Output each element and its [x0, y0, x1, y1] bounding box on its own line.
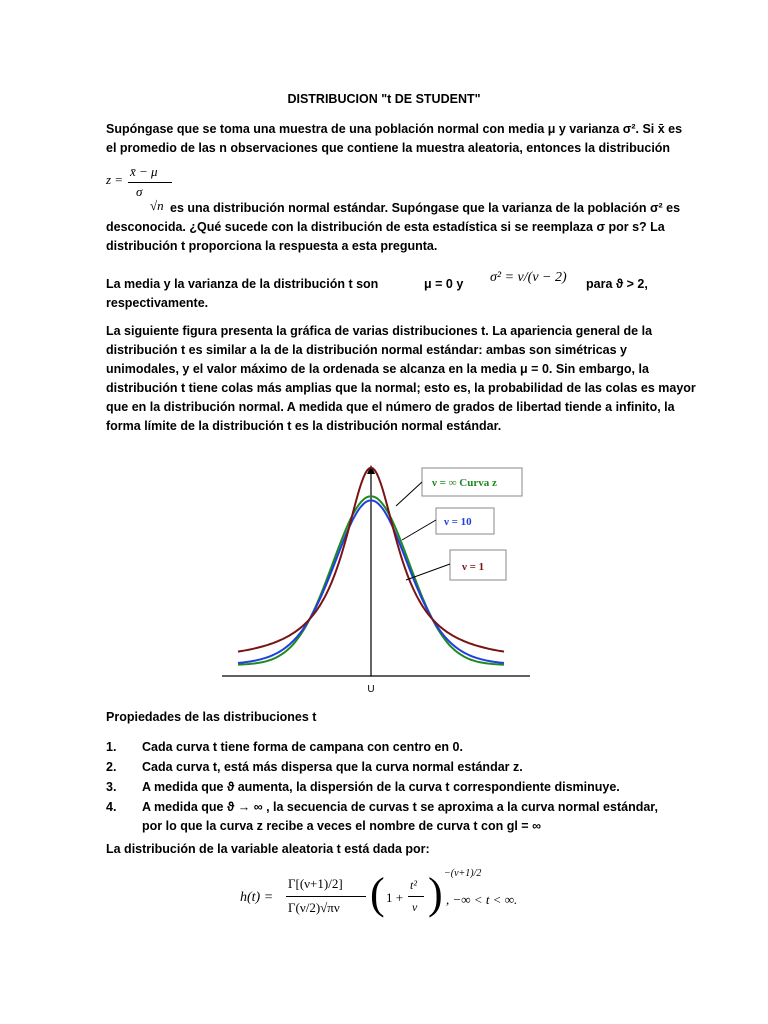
property-number: 1. [106, 740, 117, 754]
property-text: Cada curva t tiene forma de campana con centro en 0. [142, 740, 463, 754]
intro-line-5: distribución t proporciona la respuesta a esta pregunta. [106, 239, 438, 253]
x-axis-label: U [367, 684, 375, 695]
property-number: 2. [106, 760, 117, 774]
property-item [106, 798, 666, 836]
properties-list [106, 738, 666, 837]
property-item [106, 778, 666, 797]
mean-var-line-2: respectivamente. [106, 296, 209, 310]
distribution-title: La distribución de la variable aleatoria t está dada por: [106, 842, 430, 856]
density-range: , −∞ < t < ∞. [446, 892, 518, 907]
density-inner-bar [408, 896, 424, 897]
intro-line-3: es una distribución normal estándar. Supóngase que la varianza de la población σ² es [170, 201, 681, 215]
density-exponent: −(ν+1)/2 [444, 868, 482, 879]
property-text: A medida que ϑ aumenta, la dispersión de la curva t correspondiente disminuye. [142, 780, 620, 794]
density-bar [286, 896, 366, 897]
left-paren: ( [370, 869, 385, 918]
t-distribution-chart [200, 460, 540, 700]
density-numerator: Γ[(ν+1)/2] [288, 876, 343, 891]
property-item [106, 758, 666, 777]
z-formula-bar [128, 182, 172, 183]
properties-title: Propiedades de las distribuciones t [106, 710, 317, 724]
legend-label-ten: ν = 10 [444, 516, 472, 528]
figure-para-line-2: distribución t es similar a la de la distribución normal estándar: ambas son simétricas y [106, 343, 628, 357]
z-formula-sigma: σ [136, 184, 143, 199]
figure-para-line-1: La siguiente figura presenta la gráfica de varias distribuciones t. La apariencia general de la [106, 324, 653, 338]
property-number: 3. [106, 780, 117, 794]
pointer-inf [396, 482, 422, 506]
right-paren: ) [428, 869, 443, 918]
z-formula [106, 158, 176, 216]
mean-var-mu: μ = 0 y [424, 277, 464, 291]
document-title: DISTRIBUCION "t DE STUDENT" [287, 92, 481, 106]
mean-var-text: La media y la varianza de la distribución t son [106, 277, 379, 291]
figure-para-line-6: forma límite de la distribución t es la distribución normal estándar. [106, 419, 502, 433]
density-formula [240, 868, 540, 934]
property-number: 4. [106, 800, 117, 814]
variance-formula: σ² = ν/(ν − 2) [490, 270, 567, 285]
z-formula-root: √n [150, 198, 164, 213]
z-formula-lhs: z = [106, 172, 124, 187]
figure-para-line-4: distribución t tiene colas más amplias que la normal; esto es, la probabilidad de las colas es mayor [106, 381, 696, 395]
pointer-ten [402, 520, 436, 540]
intro-line-2: el promedio de las n observaciones que contiene la muestra aleatoria, entonces la distribución [106, 141, 671, 155]
figure-para-line-5: que en la distribución normal. A medida que el número de grados de libertad tiende a infinito, la [106, 400, 675, 414]
property-item [106, 738, 666, 757]
density-one-plus: 1 + [386, 890, 404, 905]
density-lhs: h(t) = [240, 890, 274, 905]
mean-var-condition: para ϑ > 2, [586, 277, 648, 291]
property-text: A medida que ϑ → ∞ , la secuencia de curvas t se aproxima a la curva normal estándar, por lo que la curva z recibe a veces el nombre de curva t con gl = ∞ [142, 800, 658, 833]
legend-label-one: ν = 1 [462, 561, 485, 573]
density-denominator: Γ(ν/2)√πν [288, 900, 340, 915]
z-formula-numerator: x̄ − μ [130, 164, 158, 179]
density-nu: ν [412, 900, 418, 914]
property-text: Cada curva t, está más dispersa que la curva normal estándar z. [142, 760, 523, 774]
figure-para-line-3: unimodales, y el valor máximo de la ordenada se alcanza en la media μ = 0. Sin embargo, la [106, 362, 649, 376]
intro-line-1: Supóngase que se toma una muestra de una población normal con media μ y varianza σ². Si x̄ es [106, 122, 683, 136]
legend-label-inf: ν = ∞ Curva z [432, 477, 497, 489]
density-t2: t² [410, 878, 417, 892]
intro-line-4: desconocida. ¿Qué sucede con la distribución de esta estadística si se reemplaza σ por s? La [106, 220, 665, 234]
